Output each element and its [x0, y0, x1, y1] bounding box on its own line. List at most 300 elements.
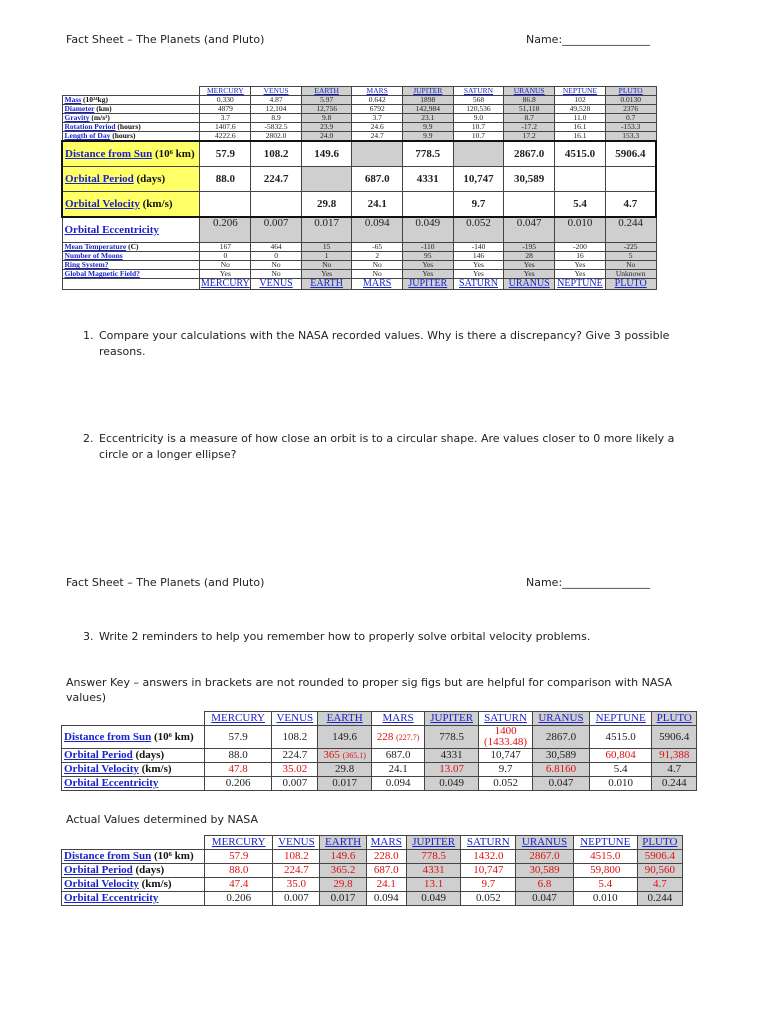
data-cell: 0.642	[352, 96, 403, 105]
data-cell: No	[352, 261, 403, 270]
data-cell: Yes	[504, 261, 555, 270]
row-label	[62, 777, 205, 791]
data-cell	[504, 192, 555, 218]
row-label-name: Mean Temperature	[64, 242, 127, 252]
planet-header-venus: VENUS	[273, 836, 320, 850]
row-label	[62, 192, 200, 218]
data-cell: 24.0	[301, 132, 352, 142]
row-label-unit: (10²⁴kg)	[81, 95, 108, 105]
data-cell: 9.7	[461, 878, 516, 892]
data-cell	[652, 726, 697, 749]
planet-header-mars: MARS	[371, 712, 424, 726]
data-row	[62, 114, 656, 123]
cell-value: 0.049	[439, 777, 465, 789]
row-label	[62, 105, 200, 114]
planet-header-row	[62, 712, 697, 726]
data-cell	[533, 749, 590, 763]
data-cell	[205, 777, 272, 791]
planet-header-neptune: NEPTUNE	[573, 836, 637, 850]
cell-value: 57.9	[228, 730, 248, 743]
cell-value: 5.4	[613, 763, 628, 775]
data-cell: 5	[605, 252, 656, 261]
data-cell: -5832.5	[251, 123, 302, 132]
row-label-unit: (m/s²)	[89, 113, 110, 123]
planet-header-mercury: MERCURY	[205, 836, 273, 850]
data-cell: 365.2	[320, 864, 366, 878]
data-cell: 0.010	[573, 892, 637, 906]
data-cell: 4.87	[251, 96, 302, 105]
row-label-name: Orbital Velocity	[64, 878, 139, 890]
data-cell	[205, 763, 272, 777]
data-cell	[371, 749, 424, 763]
data-cell: 15	[301, 243, 352, 252]
planet-header-mercury: MERCURY	[200, 87, 251, 96]
data-cell: 95	[402, 252, 453, 261]
row-label-name: Global Magnetic Field?	[64, 269, 140, 279]
data-cell: 35.0	[273, 878, 320, 892]
cell-value: 10,747	[490, 749, 521, 761]
data-cell: 10.7	[453, 132, 504, 142]
data-cell: 51,118	[504, 105, 555, 114]
data-cell: 10.7	[453, 123, 504, 132]
answer-key-title: Answer Key – answers in brackets are not rounded to proper sig figs but are helpful for comparison with NASA values)	[66, 676, 673, 704]
question-number: 2.	[83, 432, 94, 445]
planet-header-mercury: MERCURY	[205, 712, 272, 726]
row-label-unit: (10⁶ km)	[151, 850, 194, 862]
data-cell	[402, 192, 453, 218]
data-cell: 778.5	[402, 141, 453, 167]
data-row	[62, 141, 656, 167]
row-label-unit: (km)	[94, 104, 112, 114]
data-cell: 778.5	[406, 850, 461, 864]
data-cell	[479, 777, 533, 791]
planet-footer-row	[62, 279, 656, 290]
data-cell: 5.4	[555, 192, 606, 218]
data-cell: 16	[555, 252, 606, 261]
row-label	[62, 96, 200, 105]
data-cell	[425, 726, 479, 749]
data-cell	[589, 763, 652, 777]
data-cell	[533, 763, 590, 777]
data-cell: 5.4	[573, 878, 637, 892]
row-label	[62, 114, 200, 123]
data-cell: Yes	[402, 270, 453, 279]
cell-unrounded-value: (1433.48)	[484, 736, 528, 748]
planet-header-saturn: SATURN	[461, 836, 516, 850]
data-row	[62, 132, 656, 142]
data-cell: No	[251, 270, 302, 279]
data-cell: 16.1	[555, 132, 606, 142]
data-cell	[533, 777, 590, 791]
data-cell	[352, 141, 403, 167]
cell-value: 13.07	[439, 763, 465, 775]
row-label-name: Orbital Velocity	[64, 763, 139, 775]
data-row	[62, 243, 656, 252]
data-cell	[425, 763, 479, 777]
data-cell: 9.0	[453, 114, 504, 123]
name-field-label: Name:________________	[526, 33, 651, 46]
cell-unrounded-value: (365.1)	[342, 751, 366, 760]
data-cell: 88.0	[200, 167, 251, 192]
data-row	[62, 105, 656, 114]
data-cell: 2802.0	[251, 132, 302, 142]
data-cell: 12,756	[301, 105, 352, 114]
data-cell	[589, 749, 652, 763]
data-row	[62, 192, 656, 218]
data-cell: 5906.4	[605, 141, 656, 167]
planet-header-earth: EARTH	[318, 712, 371, 726]
data-cell: 29.8	[301, 192, 352, 218]
row-label-name: Orbital Eccentricity	[64, 777, 159, 789]
data-cell: 149.6	[301, 141, 352, 167]
data-cell: 59,800	[573, 864, 637, 878]
nasa-title: Actual Values determined by NASA	[66, 813, 258, 826]
data-cell: 568	[453, 96, 504, 105]
row-label-unit: (hours)	[110, 131, 136, 141]
data-cell: -200	[555, 243, 606, 252]
data-cell	[589, 777, 652, 791]
row-label-name: Orbital Period	[65, 172, 134, 185]
data-cell	[652, 777, 697, 791]
cell-value: 224.7	[282, 749, 308, 761]
data-cell	[425, 749, 479, 763]
row-label	[62, 243, 200, 252]
data-cell: 4331	[406, 864, 461, 878]
cell-value: 91,388	[659, 749, 690, 761]
row-label-unit: (hours)	[115, 122, 141, 132]
data-cell	[318, 777, 371, 791]
cell-value: 6.8160	[545, 763, 577, 775]
data-cell	[589, 726, 652, 749]
data-cell: 464	[251, 243, 302, 252]
cell-value: 0.244	[661, 777, 687, 789]
data-cell: 0.7	[605, 114, 656, 123]
row-label-unit: (km/s)	[138, 878, 172, 890]
data-cell	[453, 141, 504, 167]
row-label-name: Orbital Period	[64, 864, 133, 876]
data-cell: 1432.0	[461, 850, 516, 864]
row-label	[62, 749, 205, 763]
planet-header-pluto: PLUTO	[652, 712, 697, 726]
data-cell: 23.9	[301, 123, 352, 132]
planet-header-neptune: NEPTUNE	[555, 87, 606, 96]
planet-header-pluto: PLUTO	[605, 87, 656, 96]
data-row	[62, 123, 656, 132]
row-label-name: Gravity	[64, 113, 90, 123]
data-cell: 3.7	[200, 114, 251, 123]
data-cell: 12,104	[251, 105, 302, 114]
data-cell: -65	[352, 243, 403, 252]
data-cell: 47.4	[205, 878, 273, 892]
data-cell: 2	[352, 252, 403, 261]
data-row	[62, 726, 697, 749]
data-cell: No	[352, 270, 403, 279]
data-cell: 153.3	[605, 132, 656, 142]
data-cell: 8.9	[251, 114, 302, 123]
data-cell: 24.6	[352, 123, 403, 132]
data-cell: 23.1	[402, 114, 453, 123]
data-cell: 3.7	[352, 114, 403, 123]
data-cell: 4.7	[605, 192, 656, 218]
row-label-name: Distance from Sun	[64, 850, 152, 862]
data-cell: Yes	[402, 261, 453, 270]
planet-header-mars: MARS	[366, 836, 406, 850]
data-cell: -195	[504, 243, 555, 252]
data-cell: No	[200, 261, 251, 270]
cell-value: 0.010	[608, 777, 634, 789]
data-cell: 5.97	[301, 96, 352, 105]
data-cell	[652, 763, 697, 777]
cell-value: 4331	[440, 749, 463, 761]
planet-header-pluto: PLUTO	[637, 836, 682, 850]
data-cell: 6792	[352, 105, 403, 114]
data-cell: 0.244	[605, 217, 656, 243]
data-cell: 9.9	[402, 132, 453, 142]
planet-footer-pluto: PLUTO	[605, 279, 656, 290]
data-cell: Yes	[555, 270, 606, 279]
row-label-name: Mass	[64, 95, 82, 105]
cell-value: 24.1	[388, 763, 408, 775]
data-cell: 149.6	[320, 850, 366, 864]
row-label-unit: (days)	[132, 864, 165, 876]
data-row	[62, 261, 656, 270]
data-row	[62, 850, 683, 864]
row-label	[62, 132, 200, 142]
page-title-2: Fact Sheet – The Planets (and Pluto)	[66, 576, 265, 589]
data-cell	[533, 726, 590, 749]
data-cell: 24.1	[352, 192, 403, 218]
data-row	[62, 96, 656, 105]
data-cell: 4515.0	[555, 141, 606, 167]
data-cell: 0.049	[402, 217, 453, 243]
data-cell: Yes	[200, 270, 251, 279]
data-cell: 24.1	[366, 878, 406, 892]
question-text: Write 2 reminders to help you remember how to properly solve orbital velocity problems.	[99, 630, 591, 643]
data-cell: 24.7	[352, 132, 403, 142]
planet-header-uranus: URANUS	[533, 712, 590, 726]
data-cell: 90,560	[637, 864, 682, 878]
data-cell: 0.052	[453, 217, 504, 243]
cell-value: 35.02	[282, 763, 308, 775]
fact-sheet-table	[61, 86, 657, 290]
data-cell: 0.206	[205, 892, 273, 906]
row-label-unit: (days)	[132, 749, 165, 761]
data-cell: 17.2	[504, 132, 555, 142]
planet-header-mars: MARS	[352, 87, 403, 96]
data-cell: 4.7	[637, 878, 682, 892]
data-cell: 9.7	[453, 192, 504, 218]
nasa-values-table	[61, 835, 683, 906]
row-label	[62, 167, 200, 192]
blank-cell	[62, 279, 200, 290]
data-cell: 687.0	[352, 167, 403, 192]
data-cell: 0.049	[406, 892, 461, 906]
row-label	[62, 726, 205, 749]
row-label	[62, 850, 205, 864]
data-cell: Yes	[453, 261, 504, 270]
data-cell	[605, 167, 656, 192]
data-cell: 0.330	[200, 96, 251, 105]
data-cell	[272, 726, 318, 749]
planet-footer-saturn: SATURN	[453, 279, 504, 290]
data-cell: 2867.0	[504, 141, 555, 167]
data-cell: 57.9	[200, 141, 251, 167]
cell-value: 778.5	[439, 730, 465, 743]
data-cell	[301, 167, 352, 192]
planet-footer-mercury: MERCURY	[200, 278, 250, 289]
data-cell: 0.052	[461, 892, 516, 906]
data-cell	[371, 726, 424, 749]
data-cell: 49,528	[555, 105, 606, 114]
data-cell	[272, 777, 318, 791]
row-label-name: Diameter	[64, 104, 95, 114]
data-cell: 120,536	[453, 105, 504, 114]
data-cell: 0.007	[251, 217, 302, 243]
row-label-name: Rotation Period	[64, 122, 116, 132]
data-cell: 228.0	[366, 850, 406, 864]
planet-header-saturn: SATURN	[479, 712, 533, 726]
data-cell: 57.9	[205, 850, 273, 864]
planet-header-saturn: SATURN	[453, 87, 504, 96]
row-label-name: Ring System?	[64, 260, 109, 270]
data-cell: 102	[555, 96, 606, 105]
row-label	[62, 878, 205, 892]
row-label-name: Orbital Eccentricity	[64, 223, 159, 236]
cell-value: 60,804	[605, 749, 636, 761]
data-cell: 1898	[402, 96, 453, 105]
data-cell: 86.8	[504, 96, 555, 105]
data-cell: 9.9	[402, 123, 453, 132]
planet-header-venus: VENUS	[272, 712, 318, 726]
cell-value: 4.7	[667, 763, 682, 775]
data-cell: 0.206	[200, 217, 251, 243]
data-cell: 4331	[402, 167, 453, 192]
data-cell	[318, 763, 371, 777]
row-label	[62, 141, 200, 167]
data-cell: 13.1	[406, 878, 461, 892]
cell-value: 9.7	[498, 763, 513, 775]
data-cell: No	[251, 261, 302, 270]
data-cell: 16.1	[555, 123, 606, 132]
row-label-unit: (10⁶ km)	[152, 147, 195, 160]
name-field-label-2: Name:________________	[526, 576, 651, 589]
planet-header-jupiter: JUPITER	[402, 87, 453, 96]
data-cell: 0.0130	[605, 96, 656, 105]
data-cell: 28	[504, 252, 555, 261]
data-cell: Yes	[555, 261, 606, 270]
data-cell	[479, 749, 533, 763]
data-row	[62, 892, 683, 906]
data-cell	[652, 749, 697, 763]
data-row	[62, 878, 683, 892]
cell-value: 30,589	[545, 749, 577, 761]
question-text: Compare your calculations with the NASA recorded values. Why is there a discrepancy? Give 3 possible reasons.	[99, 329, 670, 358]
planet-footer-earth: EARTH	[301, 279, 352, 290]
data-cell: 0.017	[320, 892, 366, 906]
data-cell: 4515.0	[573, 850, 637, 864]
row-label-name: Orbital Velocity	[65, 197, 140, 210]
cell-value: 108.2	[282, 730, 308, 743]
row-label-unit: (days)	[133, 172, 166, 185]
planet-footer-venus: VENUS	[251, 279, 302, 290]
data-row	[62, 252, 656, 261]
data-row	[62, 777, 697, 791]
planet-header-neptune: NEPTUNE	[589, 712, 652, 726]
data-cell: 108.2	[251, 141, 302, 167]
data-cell: 4222.6	[200, 132, 251, 142]
data-cell: 8.7	[504, 114, 555, 123]
data-cell: 0	[251, 252, 302, 261]
data-cell	[200, 192, 251, 218]
data-cell	[371, 763, 424, 777]
data-cell: 88.0	[205, 864, 273, 878]
planet-header-jupiter: JUPITER	[425, 712, 479, 726]
cell-value: 228	[376, 730, 394, 743]
planet-header-earth: EARTH	[320, 836, 366, 850]
data-cell	[425, 777, 479, 791]
row-label-name: Number of Moons	[64, 251, 123, 261]
data-row	[62, 217, 656, 243]
cell-value: 5906.4	[659, 730, 690, 743]
cell-value: 0.007	[282, 777, 308, 789]
data-cell: 2376	[605, 105, 656, 114]
row-label	[62, 892, 205, 906]
data-cell: 30,589	[504, 167, 555, 192]
cell-value: 0.047	[548, 777, 574, 789]
row-label-name: Distance from Sun	[65, 147, 153, 160]
planet-footer-mars: MARS	[352, 279, 403, 290]
planet-header-row	[62, 87, 656, 96]
data-cell: 108.2	[273, 850, 320, 864]
data-cell	[479, 726, 533, 749]
data-cell: 5906.4	[637, 850, 682, 864]
planet-header-uranus: URANUS	[516, 836, 574, 850]
data-cell: 29.8	[320, 878, 366, 892]
planet-header-uranus: URANUS	[504, 87, 555, 96]
row-label	[62, 217, 200, 243]
data-cell	[272, 749, 318, 763]
data-cell	[205, 726, 272, 749]
row-label	[62, 252, 200, 261]
data-cell: 0	[200, 252, 251, 261]
data-cell: 4879	[200, 105, 251, 114]
cell-value: 47.8	[228, 763, 248, 775]
data-cell	[479, 763, 533, 777]
data-cell: 10,747	[461, 864, 516, 878]
data-cell: 224.7	[251, 167, 302, 192]
cell-value: 687.0	[385, 749, 411, 761]
data-cell: 0.017	[301, 217, 352, 243]
data-cell: No	[605, 261, 656, 270]
row-label	[62, 123, 200, 132]
row-label	[62, 270, 200, 279]
data-cell: Yes	[453, 270, 504, 279]
cell-value: 2867.0	[545, 730, 577, 743]
data-cell: Unknown	[605, 270, 656, 279]
question-text: Eccentricity is a measure of how close an orbit is to a circular shape. Are values closer to 0 more likely a circle or a longer ellipse?	[99, 432, 675, 461]
planet-footer-uranus: URANUS	[504, 279, 555, 290]
planet-header-row	[62, 836, 683, 850]
data-cell: 0.047	[516, 892, 574, 906]
data-cell: 30,589	[516, 864, 574, 878]
question-number: 1.	[83, 329, 94, 342]
data-cell	[371, 777, 424, 791]
planet-header-earth: EARTH	[301, 87, 352, 96]
data-cell: -110	[402, 243, 453, 252]
data-cell: -140	[453, 243, 504, 252]
data-cell: 224.7	[273, 864, 320, 878]
answer-key-table	[61, 711, 697, 791]
